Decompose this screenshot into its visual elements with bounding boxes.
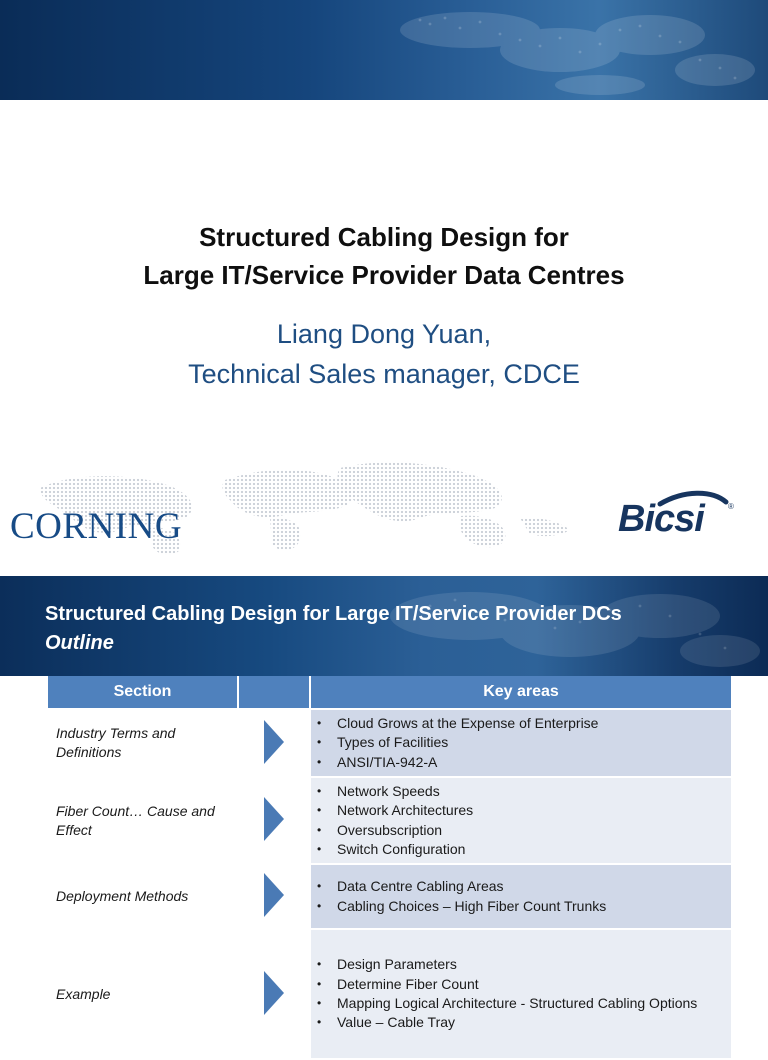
arrow-cell — [239, 930, 311, 1060]
key-areas-cell — [311, 710, 731, 778]
list-item: • Mapping Logical Architecture - Structured Cabling Options — [337, 994, 731, 1013]
list-item: • Cabling Choices – High Fiber Count Trunks — [337, 897, 731, 916]
list-item: • Network Speeds — [337, 782, 731, 801]
table-row — [48, 778, 731, 865]
banner-world-map-texture — [0, 0, 768, 100]
outline-slide — [0, 576, 768, 1031]
table-row — [48, 865, 731, 930]
outline-table — [48, 676, 731, 1060]
registered-mark: ® — [728, 502, 734, 511]
presenter-info — [0, 314, 768, 394]
table-header-row — [48, 676, 731, 710]
list-item: • Value – Cable Tray — [337, 1013, 731, 1032]
bicsi-wordmark: Bicsi — [618, 498, 704, 540]
key-areas-cell — [311, 778, 731, 865]
key-areas-list — [311, 955, 731, 1032]
title-line-2: Large IT/Service Provider Data Centres — [143, 260, 625, 290]
column-header-arrow — [239, 676, 311, 710]
list-item: • Determine Fiber Count — [337, 975, 731, 994]
arrow-cell — [239, 865, 311, 930]
list-item: • Types of Facilities — [337, 733, 731, 752]
column-header-section: Section — [48, 676, 239, 710]
chevron-right-icon — [264, 971, 284, 1015]
column-header-key-areas: Key areas — [311, 676, 731, 710]
presenter-name: Liang Dong Yuan, — [276, 319, 492, 349]
list-item: • Network Architectures — [337, 801, 731, 820]
slide-title: Structured Cabling Design for Large IT/Service Provider DCs — [45, 603, 622, 625]
bicsi-logo — [614, 488, 744, 550]
list-item: • ANSI/TIA-942-A — [337, 753, 731, 772]
corning-logo: CORNING — [10, 506, 183, 547]
arrow-cell — [239, 710, 311, 778]
list-item: • Cloud Grows at the Expense of Enterprise — [337, 714, 731, 733]
key-areas-cell — [311, 865, 731, 930]
header-world-map-texture — [0, 576, 768, 676]
title-line-1: Structured Cabling Design for — [199, 222, 569, 252]
presenter-role: Technical Sales manager, CDCE — [188, 359, 580, 389]
presentation-title — [0, 218, 768, 294]
list-item: • Design Parameters — [337, 955, 731, 974]
slide-header — [0, 576, 768, 676]
table-row — [48, 710, 731, 778]
list-item: • Data Centre Cabling Areas — [337, 877, 731, 896]
chevron-right-icon — [264, 797, 284, 841]
list-item: • Oversubscription — [337, 821, 731, 840]
key-areas-cell — [311, 930, 731, 1060]
chevron-right-icon — [264, 720, 284, 764]
section-cell: Deployment Methods — [48, 865, 239, 930]
section-cell: Industry Terms and Definitions — [48, 710, 239, 778]
slide-subtitle: Outline — [45, 632, 114, 654]
key-areas-list — [311, 714, 731, 772]
list-item: • Switch Configuration — [337, 840, 731, 859]
top-banner — [0, 0, 768, 100]
table-row — [48, 930, 731, 1060]
key-areas-list — [311, 782, 731, 859]
arrow-cell — [239, 778, 311, 865]
section-cell: Fiber Count… Cause and Effect — [48, 778, 239, 865]
section-cell: Example — [48, 930, 239, 1060]
key-areas-list — [311, 877, 731, 916]
chevron-right-icon — [264, 873, 284, 917]
